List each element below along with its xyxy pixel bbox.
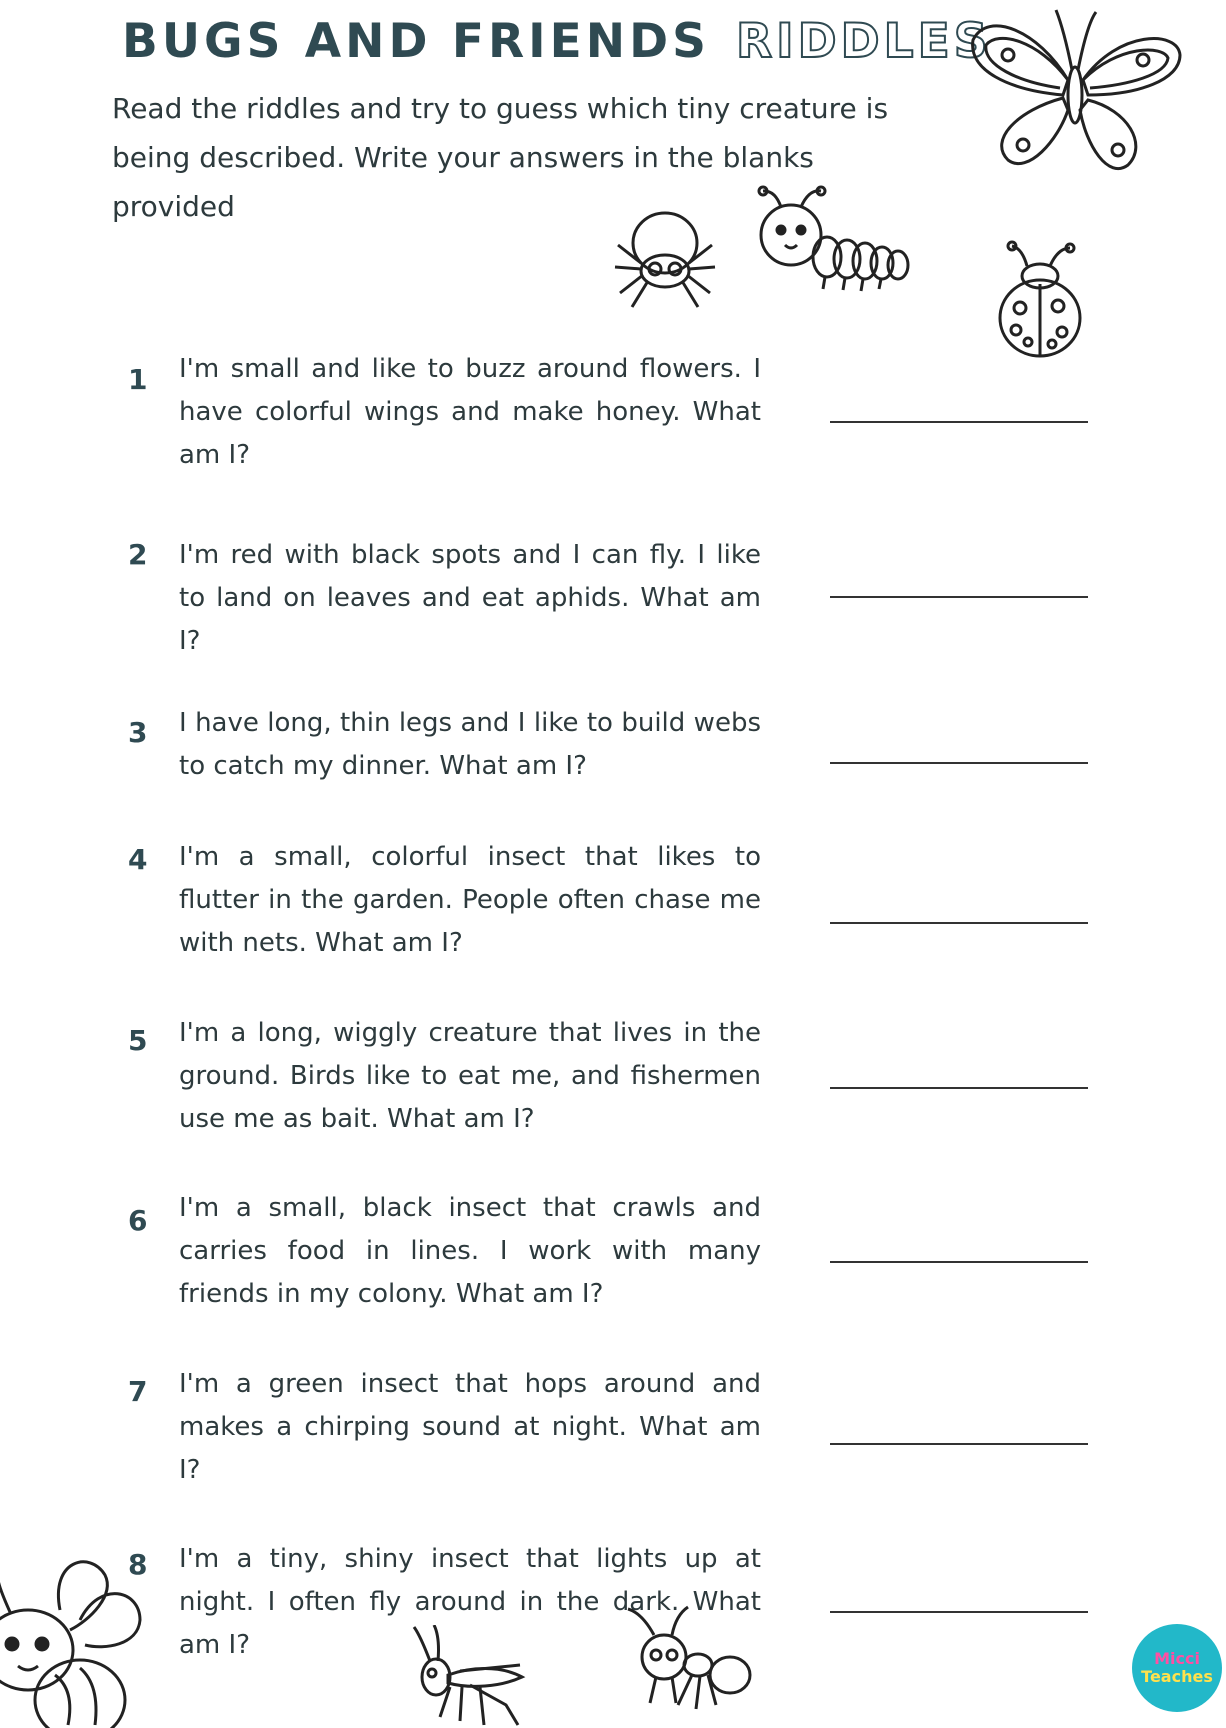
- answer-blank[interactable]: [830, 1087, 1088, 1089]
- instructions: Read the riddles and try to guess which tiny creature is being described. Write your answers in the blanks provided: [112, 92, 889, 223]
- riddle-text: I'm small and like to buzz around flowers. I have colorful wings and make honey. What am I?: [179, 354, 761, 470]
- bee-icon: [0, 1550, 150, 1728]
- riddle-number: 4: [128, 843, 148, 876]
- title-outlined: RIDDLES: [735, 14, 992, 69]
- riddle-number: 5: [128, 1024, 148, 1057]
- answer-blank[interactable]: [830, 421, 1088, 423]
- riddle-number: 1: [128, 363, 148, 396]
- caterpillar-icon: [755, 185, 915, 305]
- riddle-text: I'm a tiny, shiny insect that lights up at night. I often fly around in the dark. What am I?: [179, 1544, 761, 1660]
- riddle-text: I'm a small, colorful insect that likes to flutter in the garden. People often chase me with nets. What am I?: [179, 842, 761, 958]
- ant-icon: [624, 1605, 754, 1715]
- ladybug-icon: [992, 238, 1092, 363]
- answer-blank[interactable]: [830, 1443, 1088, 1445]
- riddle-number: 3: [128, 716, 148, 749]
- riddle-number: 2: [128, 538, 148, 571]
- butterfly-icon: [968, 0, 1188, 200]
- answer-blank[interactable]: [830, 922, 1088, 924]
- grasshopper-icon: [410, 1625, 530, 1728]
- brand-logo: [1132, 1624, 1222, 1712]
- riddle-text: I'm red with black spots and I can fly. I like to land on leaves and eat aphids. What am I?: [179, 540, 761, 656]
- logo-line1: Micci: [1154, 1649, 1200, 1668]
- riddle-number: 8: [128, 1548, 148, 1581]
- answer-blank[interactable]: [830, 762, 1088, 764]
- logo-line2: Teaches: [1141, 1667, 1213, 1686]
- spider-icon: [610, 205, 720, 315]
- answer-blank[interactable]: [830, 596, 1088, 598]
- riddle-number: 6: [128, 1204, 148, 1237]
- title-main: BUGS AND FRIENDS: [122, 14, 710, 69]
- riddle-number: 7: [128, 1375, 148, 1408]
- riddle-text: I have long, thin legs and I like to build webs to catch my dinner. What am I?: [179, 708, 761, 781]
- page-title: [122, 14, 992, 69]
- riddle-text: I'm a long, wiggly creature that lives in the ground. Birds like to eat me, and fishermen use me as bait. What am I?: [179, 1018, 761, 1134]
- answer-blank[interactable]: [830, 1611, 1088, 1613]
- riddle-text: I'm a green insect that hops around and makes a chirping sound at night. What am I?: [179, 1369, 761, 1485]
- riddle-text: I'm a small, black insect that crawls and carries food in lines. I work with many friends in my colony. What am I?: [179, 1193, 761, 1309]
- answer-blank[interactable]: [830, 1261, 1088, 1263]
